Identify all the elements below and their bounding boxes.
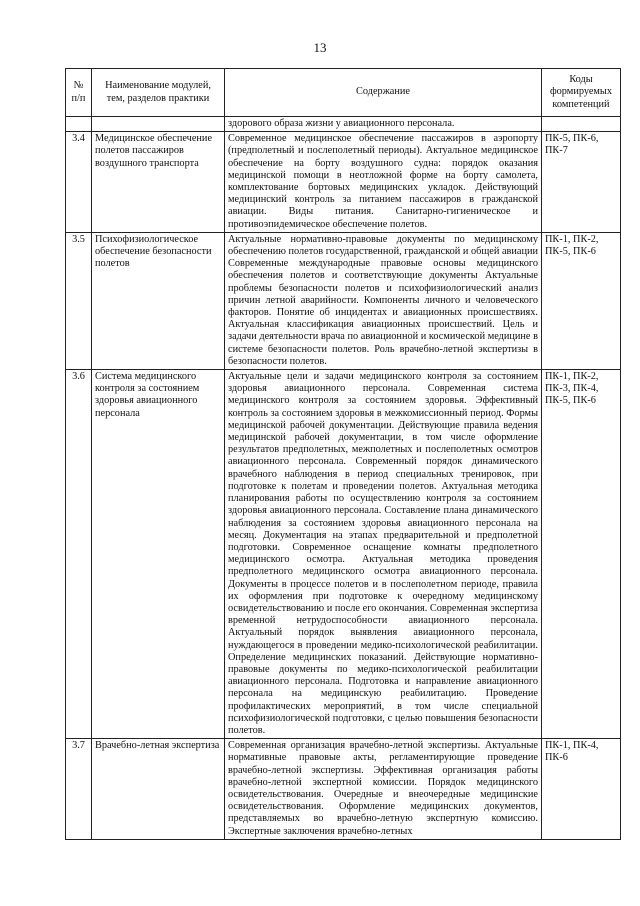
table-row xyxy=(66,132,621,233)
table-row xyxy=(66,370,621,739)
row-content: Актуальные цели и задачи медицинского контроля за состоянием здоровья авиационного персонала. Современная система медицинского контроля за состоянием здоровья. Эффективный контроль за состоянием здоровья в межкомиссионный период. Формы медицинской рабочей документации. Действующие правила ведения медицинской рабочей документации, в том числе оформление результатов предполетных, межполетных и послеполетных осмотров авиационного персонала. Современный порядок динамического врачебного наблюдения в период специальных тренировок, при подготовке к полетам и проведении полетов. Актуальная методика планирования работы по осуществлению контроля за состоянием здоровья авиационного персонала. Составление плана динамического наблюдения за состоянием здоровья авиационного персонала на месяц. Документация на этапах предварительной и предполетной подготовки. Современное оснащение комнаты предполетного медицинского осмотра. Актуальная методика проведения предполетного медицинского осмотра авиационного персонала. Документы в процессе полетов и в послеполетном периоде, правила их оформления при подготовке к очередному медицинскому освидетельствованию и после его окончания. Современная экспертиза временной нетрудоспособности авиационного персонала. Актуальный порядок выявления авиационного персонала, нуждающегося в проведении медико-психологической реабилитации. Определение медицинских показаний. Действующие нормативно-правовые документы по медико-психологической реабилитации авиационного персонала. Подготовка и направление авиационного персонала на медицинскую реабилитацию. Проведение профилактических мероприятий, в том числе специальной психофизиологической подготовки, с целью повышения безопасности полетов. xyxy=(225,370,542,739)
header-module: Наименование модулей, тем, разделов практики xyxy=(92,69,225,117)
table-row xyxy=(66,739,621,840)
table-row xyxy=(66,232,621,369)
row-content: Современная организация врачебно-летной экспертизы. Актуальные нормативные правовые акты, регламентирующие проведение врачебно-летной экспертизы. Эффективная организация работы врачебно-летной экспертной комиссии. Порядок медицинского освидетельствования. Очередные и внеочередные медицинские освидетельствования. Оформление медицинских документов, представляемых во врачебно-летную экспертную комиссию. Экспертные заключения врачебно-летных xyxy=(225,739,542,840)
row-number: 3.5 xyxy=(66,232,92,369)
row-module: Врачебно-летная экспертиза xyxy=(92,739,225,840)
continuation-text: здорового образа жизни у авиационного персонала. xyxy=(225,117,542,132)
curriculum-table xyxy=(65,68,621,840)
row-competencies: ПК-1, ПК-4, ПК-6 xyxy=(542,739,621,840)
header-num: № п/п xyxy=(66,69,92,117)
row-competencies: ПК-1, ПК-2, ПК-3, ПК-4, ПК-5, ПК-6 xyxy=(542,370,621,739)
row-module: Система медицинского контроля за состоянием здоровья авиационного персонала xyxy=(92,370,225,739)
table-row-continuation xyxy=(66,117,621,132)
row-content: Актуальные нормативно-правовые документы по медицинскому обеспечению полетов государственной, гражданской и общей авиации Современные международные правовые основы медицинского обеспечения полетов и соответствующие документы Актуальные проблемы безопасности полетов и психофизиологический анализ причин летной аварийности. Компоненты личного и человеческого факторов. Понятие об инцидентах и авиационных происшествиях. Актуальная классификация авиационных происшествий. Цель и задачи деятельности врача по авиационной и космической медицине в системе безопасности полетов. Роль врачебно-летной экспертизы в безопасности полетов. xyxy=(225,232,542,369)
row-competencies: ПК-5, ПК-6, ПК-7 xyxy=(542,132,621,233)
row-content: Современное медицинское обеспечение пассажиров в аэропорту (предполетный и послеполетный периоды). Актуальное медицинское обеспечение на борту воздушного судна: порядок оказания медицинской помощи в неотложной форме на борту самолета, комплектование бортовых медицинских укладок. Действующий медицинский контроль за питанием пассажиров в гражданской авиации. Виды питания. Санитарно-гигиеническое и противоэпидемическое обеспечение полетов. xyxy=(225,132,542,233)
row-number: 3.6 xyxy=(66,370,92,739)
header-competencies: Коды формируемых компетенций xyxy=(542,69,621,117)
row-number: 3.4 xyxy=(66,132,92,233)
header-content: Содержание xyxy=(225,69,542,117)
row-module: Медицинское обеспечение полетов пассажиров воздушного транспорта xyxy=(92,132,225,233)
page-number: 13 xyxy=(313,40,327,55)
row-module: Психофизиологическое обеспечение безопасности полетов xyxy=(92,232,225,369)
table-header-row xyxy=(66,69,621,117)
row-number: 3.7 xyxy=(66,739,92,840)
row-competencies: ПК-1, ПК-2, ПК-5, ПК-6 xyxy=(542,232,621,369)
